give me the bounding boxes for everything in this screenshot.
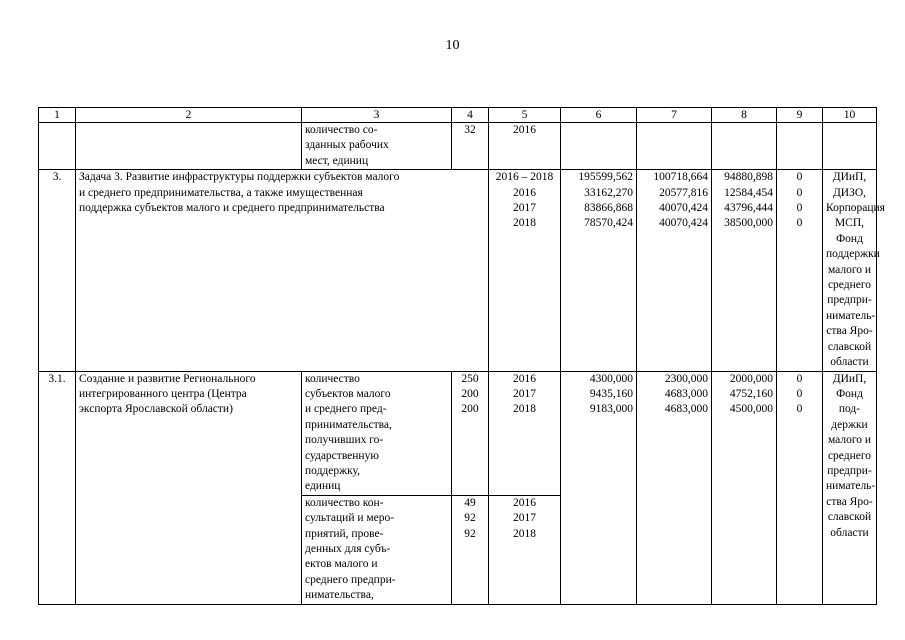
row-number-cell: 3. — [39, 170, 76, 371]
cell-empty — [39, 123, 76, 170]
indicator-year-cell: 2016 2017 2018 — [489, 495, 561, 604]
cell-empty — [823, 123, 877, 170]
col-header-5: 5 — [489, 108, 561, 123]
cell-empty — [777, 123, 823, 170]
program-table — [38, 107, 885, 605]
indicator-value-cell: 32 — [452, 123, 489, 170]
cell-empty — [76, 123, 302, 170]
indicator-year-cell: 2016 — [489, 123, 561, 170]
cell-empty — [561, 123, 637, 170]
table-row-3-1 — [39, 371, 877, 495]
measure-name-cell: Создание и развитие Регионального интегрированного центра (Центра экспорта Ярославской области) — [76, 371, 302, 604]
table-row-task-3 — [39, 170, 877, 371]
task-title-cell: Задача 3. Развитие инфраструктуры поддержки субъектов малого и среднего предпринимательства, а также имущественная поддержка субъектов малого и среднего предпринимательства — [76, 170, 489, 371]
funding-col7-cell: 2300,000 4683,000 4683,000 — [637, 371, 712, 604]
col-header-6: 6 — [561, 108, 637, 123]
indicator-value-cell: 250 200 200 — [452, 371, 489, 495]
funding-col8-cell: 2000,000 4752,160 4500,000 — [712, 371, 777, 604]
indicator-cell: количество со- зданных рабочих мест, единиц — [302, 123, 452, 170]
funding-col9-cell: 0 0 0 0 — [777, 170, 823, 371]
col-header-7: 7 — [637, 108, 712, 123]
table-row-continuation — [39, 123, 877, 170]
page-number: 10 — [445, 38, 460, 53]
col-header-1: 1 — [39, 108, 76, 123]
funding-col9-cell: 0 0 0 — [777, 371, 823, 604]
col-header-4: 4 — [452, 108, 489, 123]
indicator-cell: количество кон- сультаций и меро- приятий, прове- денных для субъ- ектов малого и среднего предпри- нимательства, — [302, 495, 452, 604]
executors-cell: ДИиП, ДИЗО, Корпорация МСП, Фонд поддержки малого и среднего предпри- ниматель- ства Яро- славской области — [823, 170, 877, 371]
col-header-8: 8 — [712, 108, 777, 123]
col-header-9: 9 — [777, 108, 823, 123]
funding-col7-cell: 100718,664 20577,816 40070,424 40070,424 — [637, 170, 712, 371]
indicator-year-cell: 2016 2017 2018 — [489, 371, 561, 495]
funding-total-cell: 195599,562 33162,270 83866,868 78570,424 — [561, 170, 637, 371]
cell-empty — [712, 123, 777, 170]
col-header-2: 2 — [76, 108, 302, 123]
column-number-row — [39, 108, 877, 123]
col-header-10: 10 — [823, 108, 877, 123]
cell-empty — [637, 123, 712, 170]
years-cell: 2016 – 2018 2016 2017 2018 — [489, 170, 561, 371]
funding-total-cell: 4300,000 9435,160 9183,000 — [561, 371, 637, 604]
row-number-cell: 3.1. — [39, 371, 76, 604]
executors-cell: ДИиП, Фонд под- держки малого и среднего предпри- ниматель- ства Яро- славской области — [823, 371, 877, 604]
funding-col8-cell: 94880,898 12584,454 43796,444 38500,000 — [712, 170, 777, 371]
indicator-cell: количество субъектов малого и среднего пред- принимательства, получивших го- сударственную поддержку, единиц — [302, 371, 452, 495]
col-header-3: 3 — [302, 108, 452, 123]
indicator-value-cell: 49 92 92 — [452, 495, 489, 604]
